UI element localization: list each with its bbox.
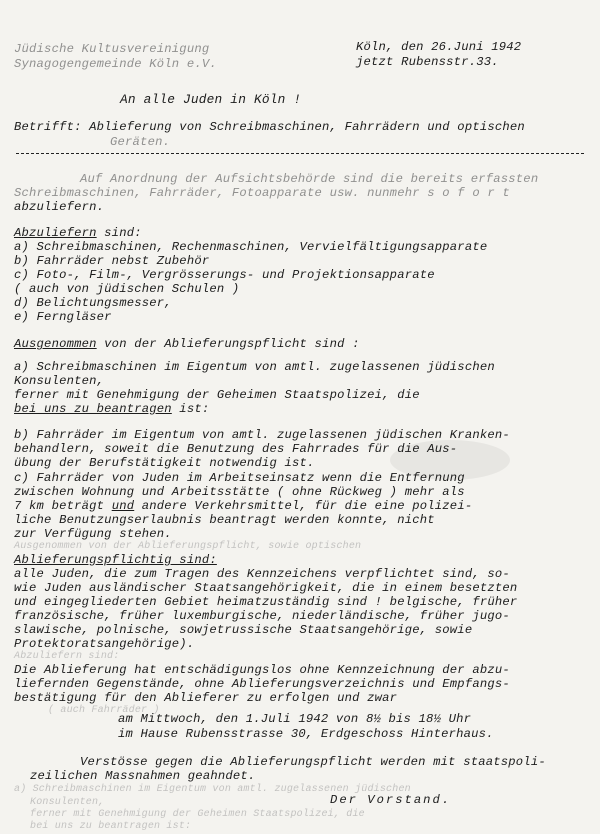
duty-line: französische, früher luxemburgische, niederländische, früher jugo- <box>14 609 510 623</box>
deliver-item: a) Schreibmaschinen, Rechenmaschinen, Vervielfältigungsapparate <box>14 240 488 254</box>
duty-line: Protektoratsangehörige). <box>14 637 195 651</box>
bleed-through-text: ( auch Fahrräder ) <box>48 705 160 716</box>
bleed-through-text: Abzuliefern sind: <box>14 651 120 662</box>
exempt-heading-rest: von der Ablieferungspflicht sind : <box>96 337 360 351</box>
subject-line-2: Geräten. <box>110 135 171 149</box>
exempt-c-line-3 <box>14 499 472 513</box>
bleed-through-text: Konsulenten, <box>30 797 105 808</box>
exempt-a-line: a) Schreibmaschinen im Eigentum von amtl. zugelassenen jüdischen <box>14 360 495 374</box>
intro-line-3: abzuliefern. <box>14 200 105 214</box>
bleed-through-text: a) Schreibmaschinen im Eigentum von amtl. zugelassenen jüdischen <box>14 784 411 795</box>
document-title: An alle Juden in Köln ! <box>120 92 302 107</box>
deliver-heading-underlined: Abzuliefern <box>14 226 97 240</box>
exempt-a-last-line <box>14 402 209 416</box>
bleed-through-text: ferner mit Genehmigung der Geheimen Staatspolizei, die <box>30 809 365 820</box>
exempt-heading <box>14 337 360 351</box>
exempt-a-line: ferner mit Genehmigung der Geheimen Staatspolizei, die <box>14 388 420 402</box>
bleed-through-text: bei uns zu beantragen ist: <box>30 821 192 832</box>
exempt-b-line: b) Fahrräder im Eigentum von amtl. zugelassenen jüdischen Kranken- <box>14 428 510 442</box>
intro-line-1: Auf Anordnung der Aufsichtsbehörde sind die bereits erfassten <box>80 172 539 186</box>
procedure-line: bestätigung für den Ablieferer zu erfolgen und zwar <box>14 691 398 705</box>
subject-line-1: Betrifft: Ablieferung von Schreibmaschinen, Fahrrädern und optischen <box>14 120 525 134</box>
duty-line: slawische, polnische, sowjetrussische Staatsangehörige, sowie <box>14 623 473 637</box>
dashed-divider <box>16 153 584 154</box>
deliver-item: ( auch von jüdischen Schulen ) <box>14 282 240 296</box>
delivery-date: am Mittwoch, den 1.Juli 1942 von 8½ bis 18½ Uhr <box>118 712 472 726</box>
deliver-heading-rest: sind: <box>96 226 142 240</box>
exempt-c-line: liche Benutzungserlaubnis beantragt werden konnte, nicht <box>14 513 435 527</box>
procedure-line: liefernden Gegenstände, ohne Ablieferungsverzeichnis und Empfangs- <box>14 677 510 691</box>
delivery-location: im Hause Rubensstrasse 30, Erdgeschoss Hinterhaus. <box>118 727 494 741</box>
exempt-b-line: übung der Berufstätigkeit notwendig ist. <box>14 456 315 470</box>
bleed-through-text: Ausgenommen von der Ablieferungspflicht, sowie optischen <box>14 541 362 552</box>
exempt-c-line: zwischen Wohnung und Arbeitsstätte ( ohne Rückweg ) mehr als <box>14 485 465 499</box>
exempt-c-line-3-b: andere Verkehrsmittel, für die eine polizei- <box>134 499 473 513</box>
procedure-line: Die Ablieferung hat entschädigungslos ohne Kennzeichnung der abzu- <box>14 663 510 677</box>
deliver-item: e) Ferngläser <box>14 310 112 324</box>
duty-line: wie Juden ausländischer Staatsangehörigkeit, die in einem besetzten <box>14 581 518 595</box>
duty-line: alle Juden, die zum Tragen des Kennzeichens verpflichtet sind, so- <box>14 567 510 581</box>
exempt-heading-underlined: Ausgenommen <box>14 337 97 351</box>
deliver-item: c) Foto-, Film-, Vergrösserungs- und Projektionsapparate <box>14 268 435 282</box>
warning-line: zeilichen Massnahmen geahndet. <box>30 769 256 783</box>
deliver-item: b) Fahrräder nebst Zubehör <box>14 254 210 268</box>
intro-line-2: Schreibmaschinen, Fahrräder, Fotoapparate usw. nunmehr s o f o r t <box>14 186 510 200</box>
exempt-c-line: c) Fahrräder von Juden im Arbeitseinsatz wenn die Entfernung <box>14 471 465 485</box>
exempt-a-underlined: bei uns zu beantragen <box>14 402 172 416</box>
exempt-a-line: Konsulenten, <box>14 374 105 388</box>
exempt-c-line: zur Verfügung stehen. <box>14 527 172 541</box>
signature-line: Der Vorstand. <box>330 793 452 807</box>
duty-heading: Ablieferungspflichtig sind: <box>14 553 217 567</box>
deliver-item: d) Belichtungsmesser, <box>14 296 172 310</box>
warning-line: Verstösse gegen die Ablieferungspflicht werden mit staatspoli- <box>80 755 546 769</box>
exempt-c-underlined: und <box>111 499 135 513</box>
exempt-b-line: behandlern, soweit die Benutzung des Fahrrades für die Aus- <box>14 442 458 456</box>
exempt-c-line-3-a: 7 km beträgt <box>14 499 112 513</box>
address-line: jetzt Rubensstr.33. <box>356 55 499 69</box>
deliver-heading <box>14 226 142 240</box>
duty-line: und eingegliederten Gebiet heimatzuständig sind ! belgische, früher <box>14 595 518 609</box>
org-name-line-1: Jüdische Kultusvereinigung <box>14 42 210 56</box>
org-name-line-2: Synagogengemeinde Köln e.V. <box>14 57 217 71</box>
exempt-a-last-rest: ist: <box>171 402 210 416</box>
date-line: Köln, den 26.Juni 1942 <box>356 40 522 54</box>
